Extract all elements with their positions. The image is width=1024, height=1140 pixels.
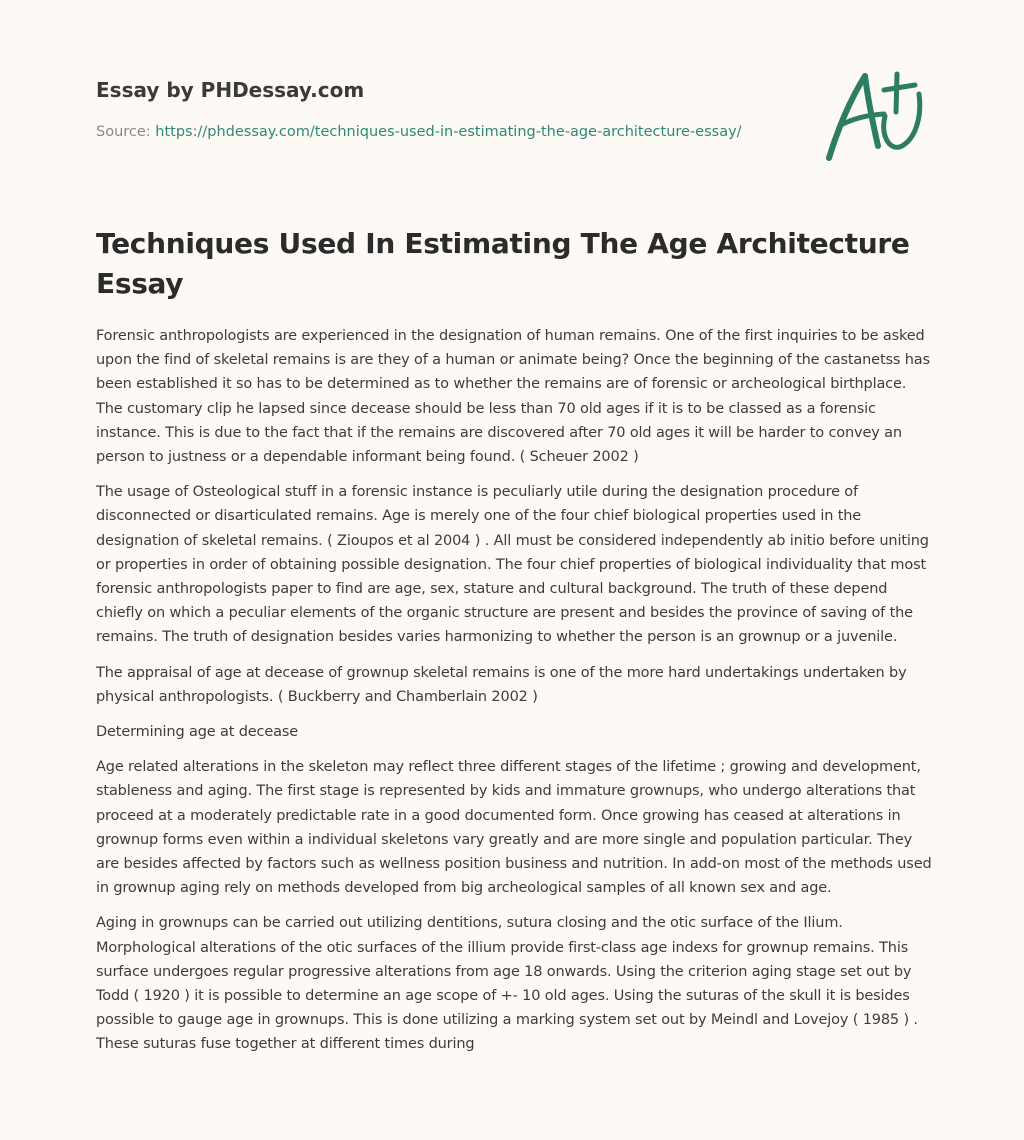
source-line — [96, 122, 816, 142]
essay-paragraph: The usage of Osteological stuff in a forensic instance is peculiarly utile during the designation procedure of disconnected or disarticulated remains. Age is merely one of the four chief biological properties used in the designation of skeletal remains. ( Zioupos et al 2004 ) . All must be considered independently ab initio before uniting or properties in order of obtaining possible designation. The four chief properties of biological individuality that most forensic anthropologists paper to find are age, sex, stature and cultural background. The truth of these depend chiefly on which a peculiar elements of the organic structure are present and besides the province of saving of the remains. The truth of designation besides varies harmonizing to whether the person is an grownup or a juvenile. — [96, 484, 929, 646]
essay-paragraph: Forensic anthropologists are experienced in the designation of human remains. One of the first inquiries to be asked upon the find of skeletal remains is are they of a human or animate being? Once the beginning of the castanetss has been established it so has to be determined as to whether the remains are of forensic or archeological birthplace. The customary clip he lapsed since decease should be less than 70 old ages if it is to be classed as a forensic instance. This is due to the fact that if the remains are discovered after 70 old ages it will be harder to convey an person to justness or a dependable informant being found. ( Scheuer 2002 ) — [96, 328, 930, 466]
essay-header — [96, 76, 816, 142]
a-plus-grade-icon — [822, 66, 928, 166]
essay-paragraph: The appraisal of age at decease of grownup skeletal remains is one of the more hard undertakings undertaken by physical anthropologists. ( Buckberry and Chamberlain 2002 ) — [96, 664, 907, 705]
source-link[interactable]: https://phdessay.com/techniques-used-in-estimating-the-age-architecture-essay/ — [155, 124, 742, 140]
essay-body — [96, 324, 932, 1068]
site-brand: Essay by PHDessay.com — [96, 78, 365, 102]
essay-paragraph: Age related alterations in the skeleton may reflect three different stages of the lifetime ; growing and development, stableness and aging. The first stage is represented by kids and immature grownups, who undergo alterations that proceed at a moderately predictable rate in a good documented form. Once growing has ceased at alterations in grownup forms even within a individual skeletons vary greatly and are more single and population particular. They are besides affected by factors such as wellness position business and nutrition. In add-on most of the methods used in grownup aging rely on methods developed from big archeological samples of all known sex and age. — [96, 759, 932, 897]
essay-title: Techniques Used In Estimating The Age Architecture Essay — [96, 227, 910, 300]
source-label: Source: — [96, 124, 156, 140]
section-heading: Determining age at decease — [96, 724, 299, 741]
essay-paragraph: Aging in grownups can be carried out utilizing dentitions, sutura closing and the otic surface of the Ilium. Morphological alterations of the otic surfaces of the illium provide first-class age indexs for grownup remains. This surface undergoes regular progressive alterations from age 18 onwards. Using the criterion aging stage set out by Todd ( 1920 ) it is possible to determine an age scope of +- 10 old ages. Using the suturas of the skull it is besides possible to gauge age in grownups. This is done utilizing a marking system set out by Meindl and Lovejoy ( 1985 ) . These suturas fuse together at different times during — [96, 915, 918, 1053]
